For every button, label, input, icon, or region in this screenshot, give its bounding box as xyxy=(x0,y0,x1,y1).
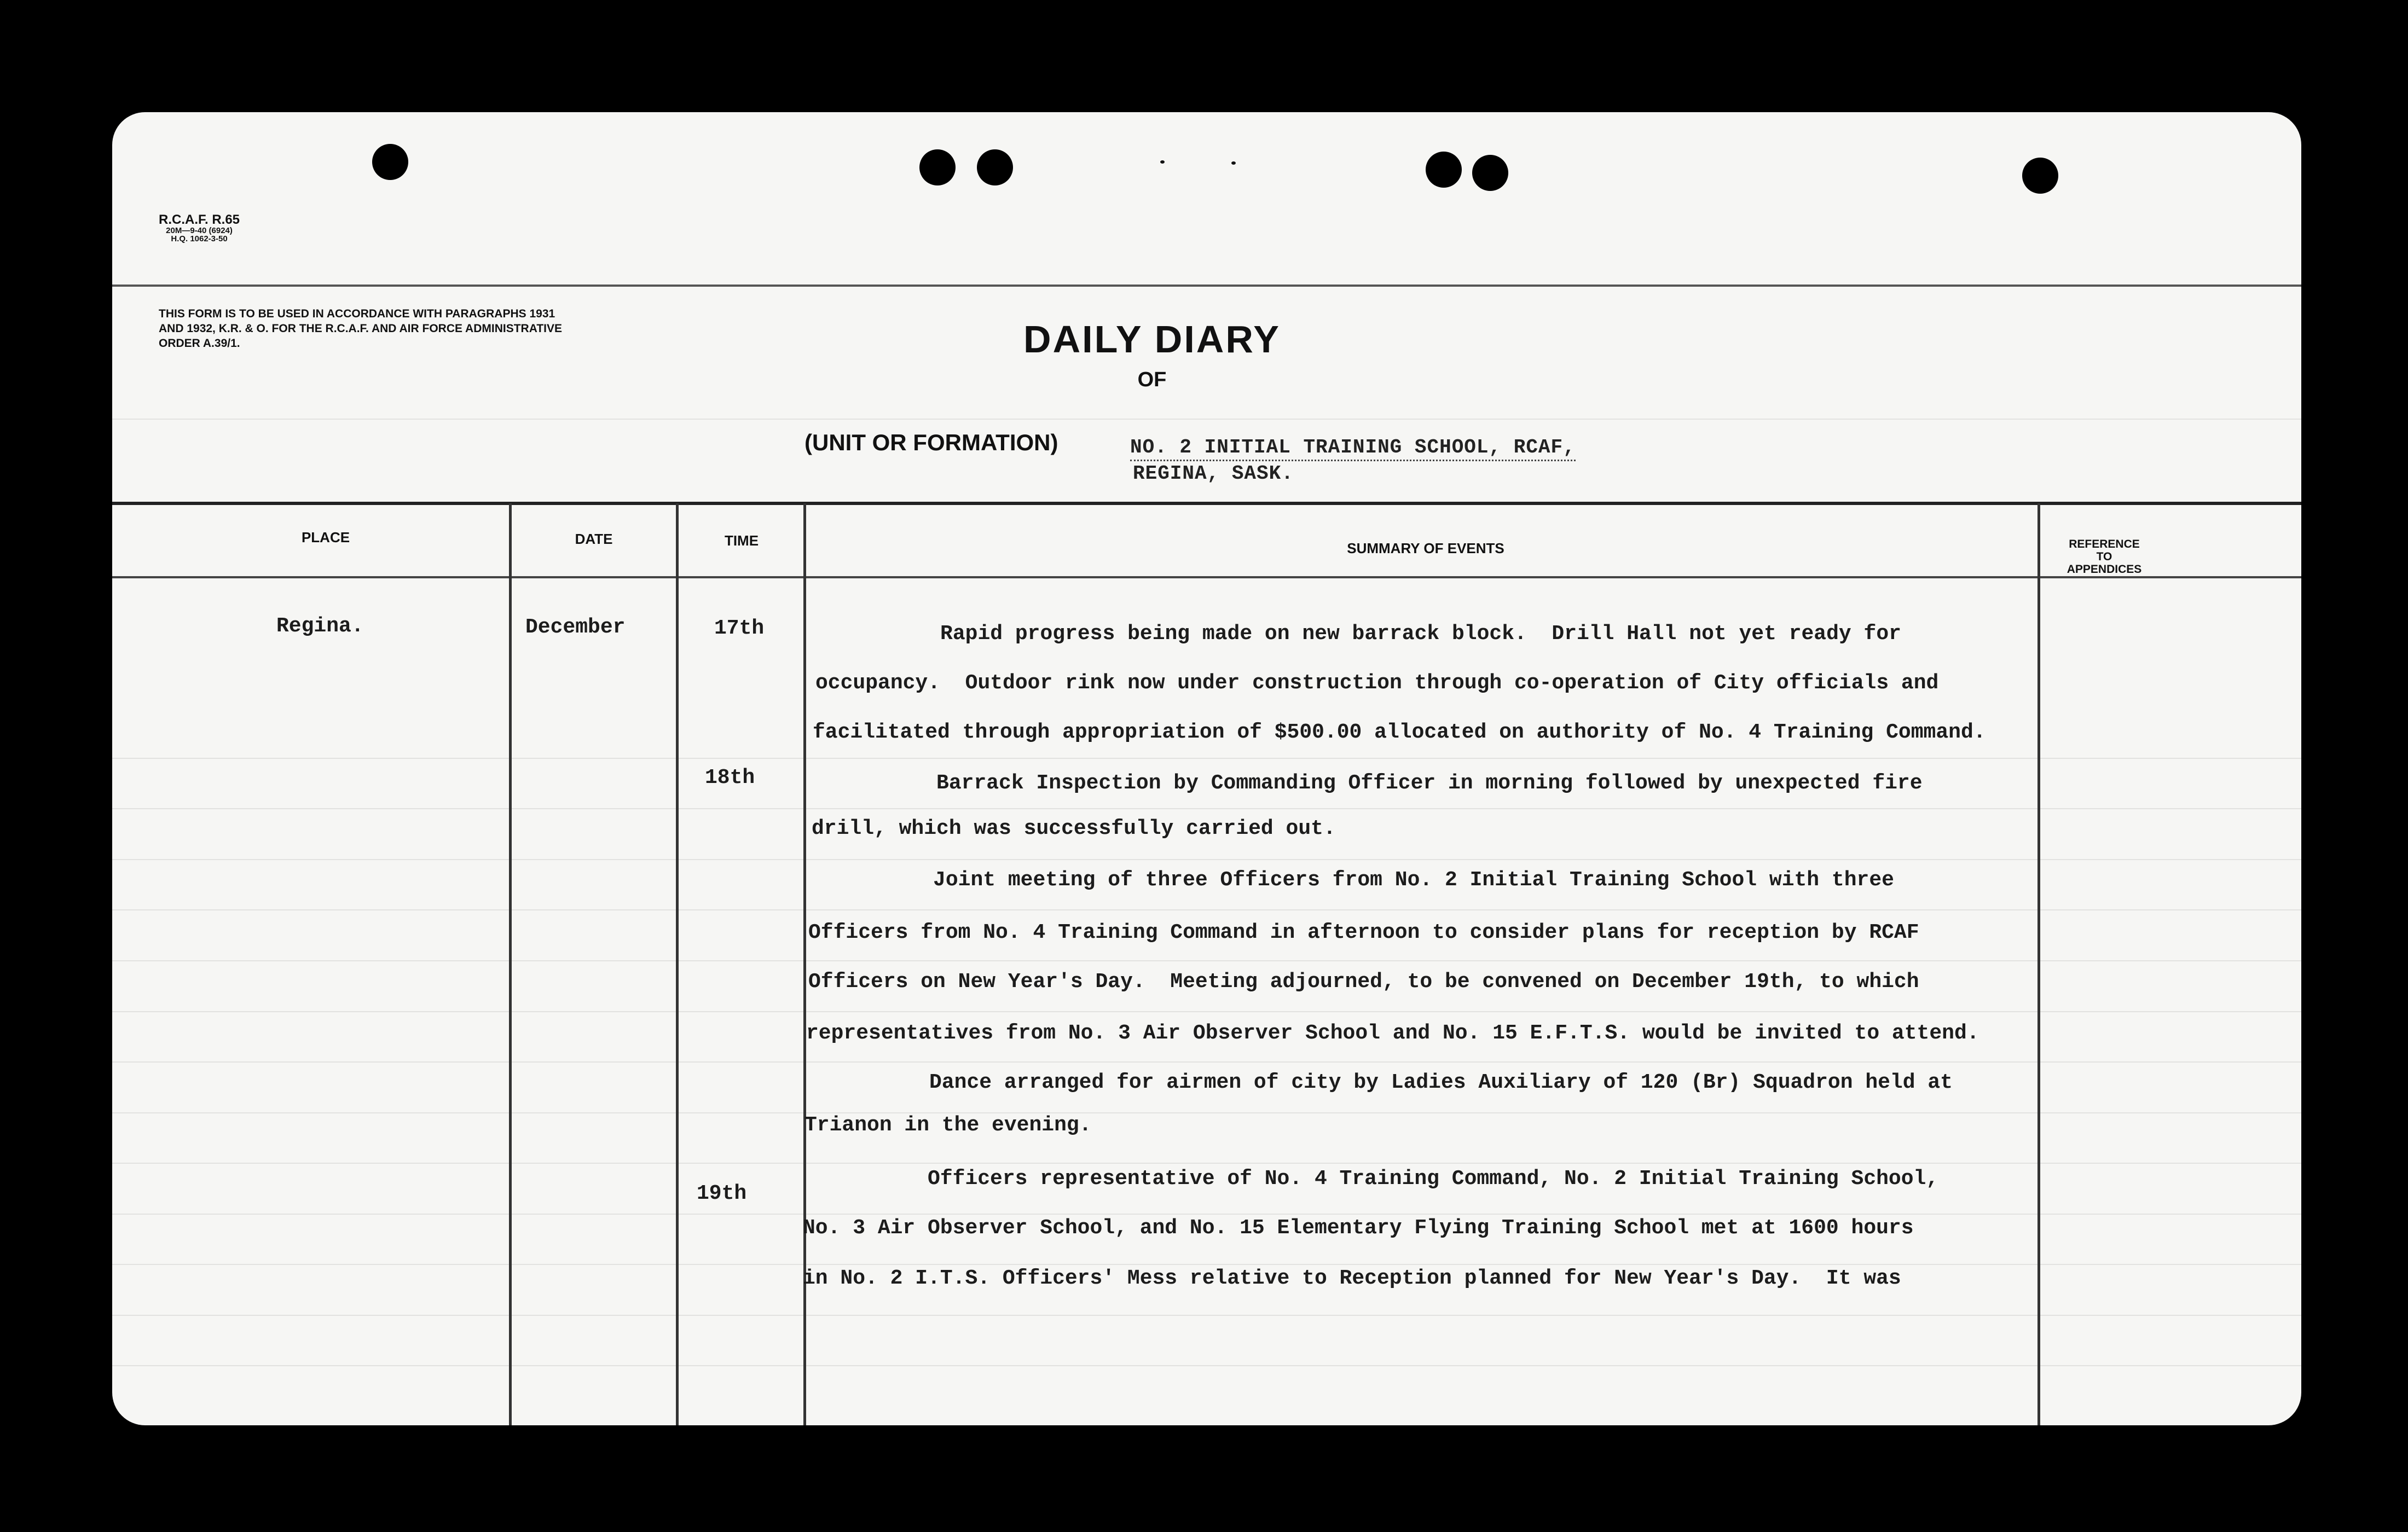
punch-hole xyxy=(2022,158,2058,194)
column-header-reference-line: TO xyxy=(2096,550,2112,563)
page-subtitle: OF xyxy=(1137,368,1167,391)
summary-line: No. 3 Air Observer School, and No. 15 Elementary Flying Training School met at 1600 hours xyxy=(803,1216,1914,1240)
ruled-line xyxy=(112,1011,2301,1012)
unit-label: (UNIT OR FORMATION) xyxy=(804,430,1058,455)
column-divider xyxy=(676,503,679,1425)
time-value: 17th xyxy=(714,617,765,640)
ruled-line xyxy=(112,758,2301,759)
summary-line: Dance arranged for airmen of city by Ladies Auxiliary of 120 (Br) Squadron held at xyxy=(804,1071,1953,1094)
diary-page xyxy=(112,112,2301,1425)
column-header-reference xyxy=(2041,538,2167,576)
summary-line: Officers on New Year's Day. Meeting adjourned, to be convened on December 19th, to which xyxy=(808,970,1919,994)
ruled-line xyxy=(112,1365,2301,1366)
column-header-rule xyxy=(112,576,2301,578)
punch-hole xyxy=(372,144,408,180)
ruled-line xyxy=(112,1163,2301,1164)
place-value: Regina. xyxy=(276,614,364,638)
summary-line: facilitated through appropriation of $500.00 allocated on authority of No. 4 Training Command. xyxy=(813,721,1986,744)
column-header-date: DATE xyxy=(575,531,613,547)
form-identifier xyxy=(159,213,240,243)
punch-hole xyxy=(1472,155,1508,191)
ruled-line xyxy=(112,419,2301,420)
summary-line: Joint meeting of three Officers from No. 2 Initial Training School with three xyxy=(808,868,1894,892)
header-rule xyxy=(112,285,2301,287)
punch-hole xyxy=(919,149,956,185)
summary-line: occupancy. Outdoor rink now under construction through co-operation of City officials and xyxy=(815,671,1939,695)
form-code: R.C.A.F. R.65 xyxy=(159,212,240,227)
punch-hole xyxy=(977,149,1013,185)
column-header-time: TIME xyxy=(724,532,759,549)
ruled-line xyxy=(112,1061,2301,1063)
table-top-rule xyxy=(112,502,2301,505)
page-title: DAILY DIARY xyxy=(1023,318,1281,361)
speck xyxy=(1231,161,1236,165)
summary-line: Barrack Inspection by Commanding Officer in morning followed by unexpected fire xyxy=(812,771,1923,795)
summary-line: Officers from No. 4 Training Command in afternoon to consider plans for reception by RCAF xyxy=(808,921,1919,944)
summary-line: Trianon in the evening. xyxy=(804,1113,1092,1137)
summary-line: in No. 2 I.T.S. Officers' Mess relative to Reception planned for New Year's Day. It was xyxy=(803,1267,1901,1290)
summary-line: Officers representative of No. 4 Training Command, No. 2 Initial Training School, xyxy=(803,1167,1939,1191)
summary-line: Rapid progress being made on new barrack block. Drill Hall not yet ready for xyxy=(815,622,1901,646)
speck xyxy=(1160,160,1165,164)
unit-location: REGINA, SASK. xyxy=(1133,462,1294,485)
column-header-reference-line: REFERENCE xyxy=(2069,538,2140,550)
column-divider xyxy=(2037,503,2040,1425)
ruled-line xyxy=(112,1214,2301,1215)
punch-hole xyxy=(1426,152,1462,188)
column-header-place: PLACE xyxy=(301,529,350,546)
ruled-line xyxy=(112,960,2301,961)
time-value: 18th xyxy=(705,766,755,790)
unit-name: NO. 2 INITIAL TRAINING SCHOOL, RCAF, xyxy=(1130,436,1576,461)
ruled-line xyxy=(112,909,2301,910)
time-value: 19th xyxy=(697,1182,747,1205)
date-value: December xyxy=(525,616,626,639)
ruled-line xyxy=(112,1112,2301,1113)
column-header-reference-line: APPENDICES xyxy=(2067,563,2142,576)
print-code: H.Q. 1062-3-50 xyxy=(171,234,228,243)
ruled-line xyxy=(112,1264,2301,1265)
summary-line: representatives from No. 3 Air Observer School and No. 15 E.F.T.S. would be invited to attend. xyxy=(806,1022,1979,1045)
column-divider xyxy=(509,503,512,1425)
ruled-line xyxy=(112,859,2301,860)
ruled-line xyxy=(112,808,2301,809)
usage-note: THIS FORM IS TO BE USED IN ACCORDANCE WITH PARAGRAPHS 1931 AND 1932, K.R. & O. FOR THE R.C.A.F. AND AIR FORCE ADMINISTRATIVE ORDER A.39/1. xyxy=(159,307,562,350)
print-code: 20M—9-40 (6924) xyxy=(166,226,233,235)
column-header-summary: SUMMARY OF EVENTS xyxy=(1347,540,1504,556)
summary-line: drill, which was successfully carried out. xyxy=(812,817,1336,840)
ruled-line xyxy=(112,1315,2301,1316)
